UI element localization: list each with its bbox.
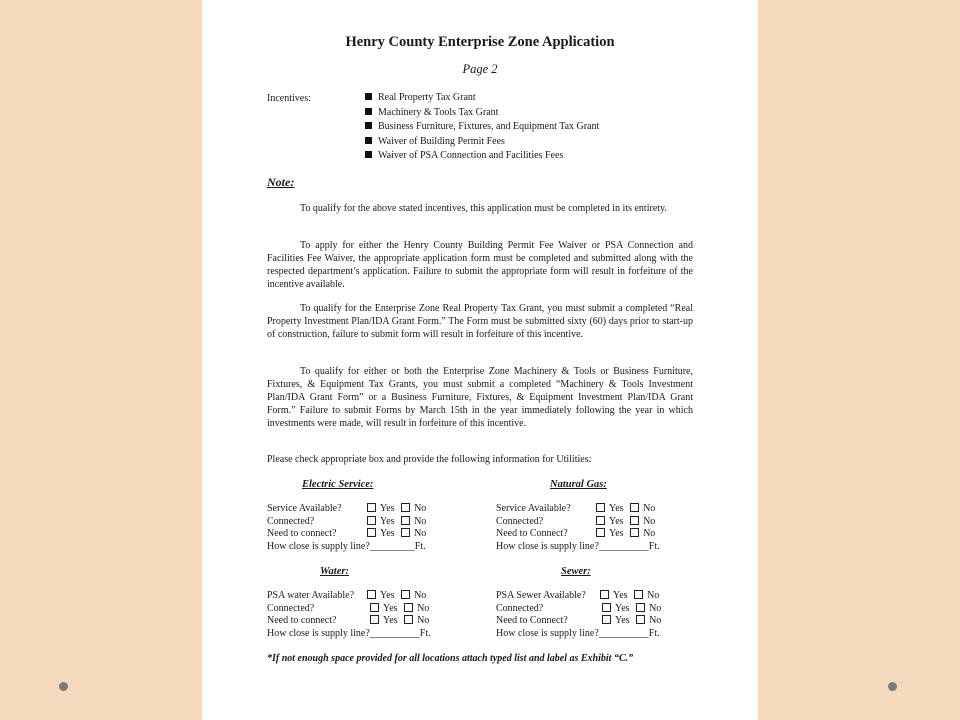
no-checkbox[interactable] bbox=[401, 516, 410, 525]
note-heading: Note: bbox=[267, 175, 295, 189]
no-checkbox[interactable] bbox=[630, 528, 639, 537]
sewer-supply-line: How close is supply line?__________Ft. bbox=[496, 627, 660, 639]
incentive-item: Real Property Tax Grant bbox=[365, 91, 599, 106]
yes-checkbox[interactable] bbox=[600, 590, 609, 599]
gas-row-need-connect: Need to Connect? Yes No bbox=[496, 528, 656, 540]
natural-gas-heading: Natural Gas: bbox=[550, 479, 607, 490]
note-paragraph-3: To qualify for the Enterprise Zone Real Property Tax Grant, you must submit a completed “Real Property Investment Plan/IDA Grant Form.” The Form must be submitted sixty (60) days prior to start-up of construction, failure to submit form will result in forfeiture of this incentive. bbox=[267, 303, 693, 340]
yes-checkbox[interactable] bbox=[596, 503, 605, 512]
utilities-instructions: Please check appropriate box and provide the following information for Utilities: bbox=[267, 454, 592, 465]
yes-checkbox[interactable] bbox=[602, 615, 611, 624]
yes-checkbox[interactable] bbox=[367, 590, 376, 599]
bullet-square-icon bbox=[365, 108, 372, 115]
no-checkbox[interactable] bbox=[401, 528, 410, 537]
bullet-square-icon bbox=[365, 93, 372, 100]
water-row-need-connect: Need to connect? Yes No bbox=[267, 615, 430, 627]
no-checkbox[interactable] bbox=[634, 590, 643, 599]
sewer-row-available: PSA Sewer Available? Yes No bbox=[496, 590, 660, 601]
gas-row-connected: Connected? Yes No bbox=[496, 515, 656, 527]
no-checkbox[interactable] bbox=[401, 503, 410, 512]
water-supply-line: How close is supply line?__________Ft. bbox=[267, 627, 431, 639]
incentive-item: Waiver of Building Permit Fees bbox=[365, 135, 599, 150]
sewer-row-connected: Connected? Yes No bbox=[496, 602, 662, 614]
no-checkbox[interactable] bbox=[630, 503, 639, 512]
incentive-item: Machinery & Tools Tax Grant bbox=[365, 106, 599, 121]
yes-checkbox[interactable] bbox=[367, 503, 376, 512]
incentives-label: Incentives: bbox=[267, 93, 311, 104]
incentive-item: Business Furniture, Fixtures, and Equipment Tax Grant bbox=[365, 120, 599, 135]
water-row-connected: Connected? Yes No bbox=[267, 602, 430, 614]
note-paragraph-2: To apply for either the Henry County Building Permit Fee Waiver or PSA Connection and Facilities Fee Waiver, the appropriate application form must be completed and submitted along with the respected department’s application. Failure to submit the appropriate form will result in forfeiture of the incentive available. bbox=[267, 240, 693, 290]
yes-checkbox[interactable] bbox=[367, 528, 376, 537]
electric-row-need-connect: Need to connect? Yes No bbox=[267, 528, 427, 540]
document-page bbox=[202, 0, 758, 720]
document-title: Henry County Enterprise Zone Application bbox=[345, 34, 615, 50]
electric-service-heading: Electric Service: bbox=[302, 479, 374, 490]
water-heading: Water: bbox=[320, 566, 349, 577]
no-checkbox[interactable] bbox=[401, 590, 410, 599]
no-checkbox[interactable] bbox=[404, 615, 413, 624]
electric-row-available: Service Available? Yes No bbox=[267, 503, 427, 514]
gas-supply-line: How close is supply line?__________Ft. bbox=[496, 540, 660, 552]
slide-bullet-left bbox=[59, 682, 68, 691]
footnote: *If not enough space provided for all locations attach typed list and label as Exhibit “C.” bbox=[267, 653, 634, 664]
incentive-item: Waiver of PSA Connection and Facilities Fees bbox=[365, 149, 599, 164]
bullet-square-icon bbox=[365, 151, 372, 158]
yes-checkbox[interactable] bbox=[596, 528, 605, 537]
no-checkbox[interactable] bbox=[636, 615, 645, 624]
sewer-heading: Sewer: bbox=[561, 566, 591, 577]
note-paragraph-4: To qualify for either or both the Enterprise Zone Machinery & Tools or Business Furniture, Fixtures, & Equipment Tax Grants, you must submit a completed “Machinery & Tools Investment Plan/IDA Grant Form” or a Business Furniture, Fixtures, & Equipment Investment Plan/IDA Grant Form.” Failure to submit Forms by March 15th in the year immediately following the year in which investments were made, will result in forfeiture of this incentive. bbox=[267, 366, 693, 429]
bullet-square-icon bbox=[365, 122, 372, 129]
yes-checkbox[interactable] bbox=[370, 603, 379, 612]
yes-checkbox[interactable] bbox=[370, 615, 379, 624]
no-checkbox[interactable] bbox=[630, 516, 639, 525]
water-row-available: PSA water Available? Yes No bbox=[267, 590, 427, 601]
yes-checkbox[interactable] bbox=[596, 516, 605, 525]
bullet-square-icon bbox=[365, 137, 372, 144]
incentives-list bbox=[365, 91, 599, 164]
electric-row-connected: Connected? Yes No bbox=[267, 515, 427, 527]
no-checkbox[interactable] bbox=[636, 603, 645, 612]
electric-supply-line: How close is supply line?_________Ft. bbox=[267, 540, 426, 552]
sewer-row-need-connect: Need to Connect? Yes No bbox=[496, 615, 662, 627]
gas-row-available: Service Available? Yes No bbox=[496, 503, 656, 514]
slide-bullet-right bbox=[888, 682, 897, 691]
yes-checkbox[interactable] bbox=[602, 603, 611, 612]
yes-checkbox[interactable] bbox=[367, 516, 376, 525]
no-checkbox[interactable] bbox=[404, 603, 413, 612]
page-number-label: Page 2 bbox=[462, 62, 498, 76]
note-paragraph-1: To qualify for the above stated incentives, this application must be completed in its entirety. bbox=[300, 203, 667, 214]
